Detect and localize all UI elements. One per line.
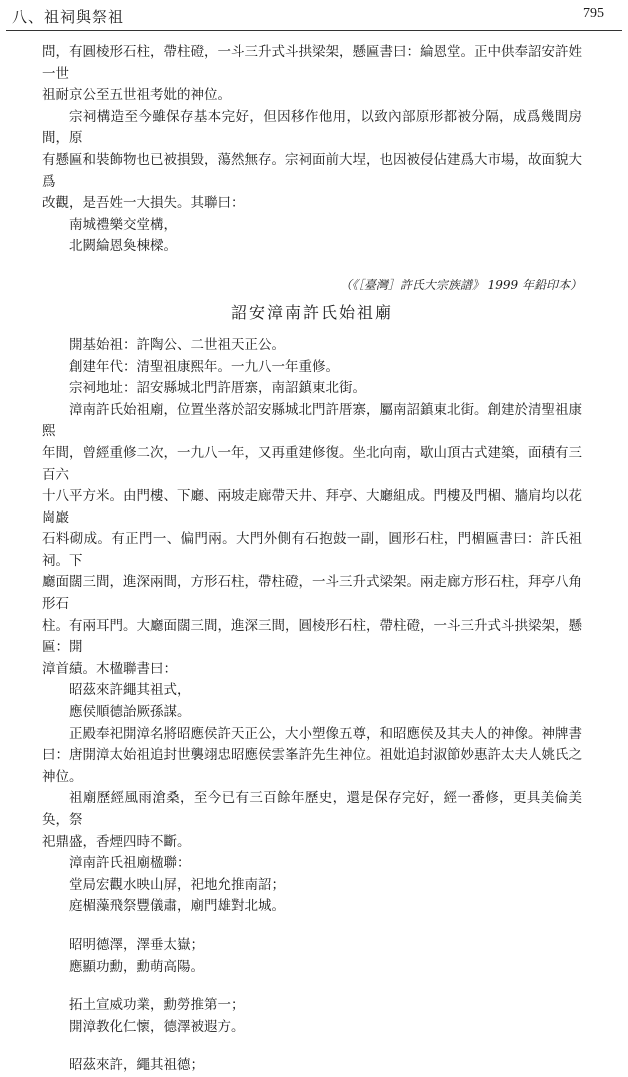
paragraph-line: 柱。有兩耳門。大廳面闊三間，進深三間，圓棱形石柱，帶柱磴，一斗三升式斗拱梁架，懸匾：開 [42,617,582,656]
couplet-line: 應顯功勳，勳萌高陽。 [69,958,204,975]
couplet-line: 北闕綸恩奐棟樑。 [69,238,177,255]
paragraph-line: 曰：唐開漳太始祖追封世襲翊忠昭應侯雲峯許先生神位。祖妣追封淑節妙惠許太夫人姚氏之 [42,747,582,764]
couplets-intro: 漳南許氏祖廟楹聯： [69,855,191,872]
chapter-title: 八、祖祠與祭祖 [12,8,125,26]
paragraph-line: 問，有圓棱形石柱，帶柱磴，一斗三升式斗拱梁架，懸匾書曰：綸恩堂。正中供奉詔安許姓一世 [42,44,582,82]
source-citation: （《［臺灣］許氏大宗族譜》 1999 年鉛印本） [339,277,582,292]
spacer [42,978,582,995]
founder-line: 開基始祖：許陶公、二世祖天正公。 [69,336,285,353]
couplet-line: 堂局宏觀水映山屏，祀地允推南詔； [69,876,285,893]
couplet-line: 應侯順德詒厥孫謀。 [69,704,191,721]
founded-line: 創建年代：清聖祖康熙年。一九八一年重修。 [69,358,339,375]
paragraph-line: 宗祠構造至今雖保存基本完好，但因移作他用，以致內部原形都被分隔，成爲幾間房間，原 [42,108,582,147]
paragraph-line: 有懸匾和裝飾物也已被損毀，蕩然無存。宗祠面前大埕，也因被侵佔建爲大市場，故面貌大爲 [42,151,582,190]
paragraph-line: 漳首績。木楹聯書曰： [42,660,177,677]
paragraph-line: 年間，曾經重修二次，一九八一年，又再重建修復。坐北向南，歇山頂古式建築，面積有三百六 [42,444,582,483]
paragraph-line: 神位。 [42,768,83,785]
spacer [42,918,582,935]
couplet-line: 昭明德澤，澤垂太嶽； [69,936,204,953]
paragraph-line: 廳面闊三間，進深兩間，方形石柱，帶柱磴，一斗三升式梁架。兩走廊方形石柱，拜亭八角形石 [42,574,582,613]
paragraph-line: 正殿奉祀開漳名將昭應侯許天正公，大小塑像五尊，和昭應侯及其夫人的神像。神牌書 [69,725,582,742]
paragraph-line: 漳南許氏始祖廟，位置坐落於詔安縣城北門許厝寨，屬南詔鎮東北街。創建於清聖祖康熙 [42,401,582,440]
paragraph-line: 祖耐京公至五世祖考妣的神位。 [42,87,231,104]
couplet-line: 昭茲來許，繩其祖德； [69,1057,204,1074]
paragraph-line: 石料砌成。有正門一、偏門兩。大門外側有石抱鼓一副，圓形石柱，門楣匾書曰：許氏祖祠。下 [42,531,582,569]
couplet-line: 拓土宣威功業，勳勞推第一； [69,997,245,1014]
paragraph-line: 祖廟歷經風雨滄桑，至今已有三百餘年歷史，還是保存完好，經一番修，更具美倫美奂，祭 [42,790,582,828]
running-head [0,0,628,30]
header-rule [6,30,622,31]
couplet-line: 南城禮樂交堂構， [69,216,177,233]
couplet-line: 昭茲來許繩其祖式， [69,682,191,699]
page-body [42,42,582,1077]
page-number: 795 [583,6,604,21]
couplet-line: 開漳教化仁懷，德澤被遐方。 [69,1018,245,1035]
address-line: 宗祠地址：詔安縣城北門許厝寨，南詔鎮東北街。 [69,380,366,397]
spacer [42,1038,582,1055]
paragraph-line: 改觀，是吾姓一大損失。其聯曰： [42,195,245,212]
section-title: 詔安漳南許氏始祖廟 [230,302,393,322]
paragraph-line: 十八平方米。由門樓、下廳、兩坡走廊帶天井、拜亭、大廳組成。門樓及門楣、牆肩均以花崗巖 [42,488,582,526]
paragraph-line: 祀鼎盛，香煙四時不斷。 [42,833,191,850]
couplet-line: 庭楣藻飛祭豐儀肅，廟門雄對北城。 [69,898,285,915]
